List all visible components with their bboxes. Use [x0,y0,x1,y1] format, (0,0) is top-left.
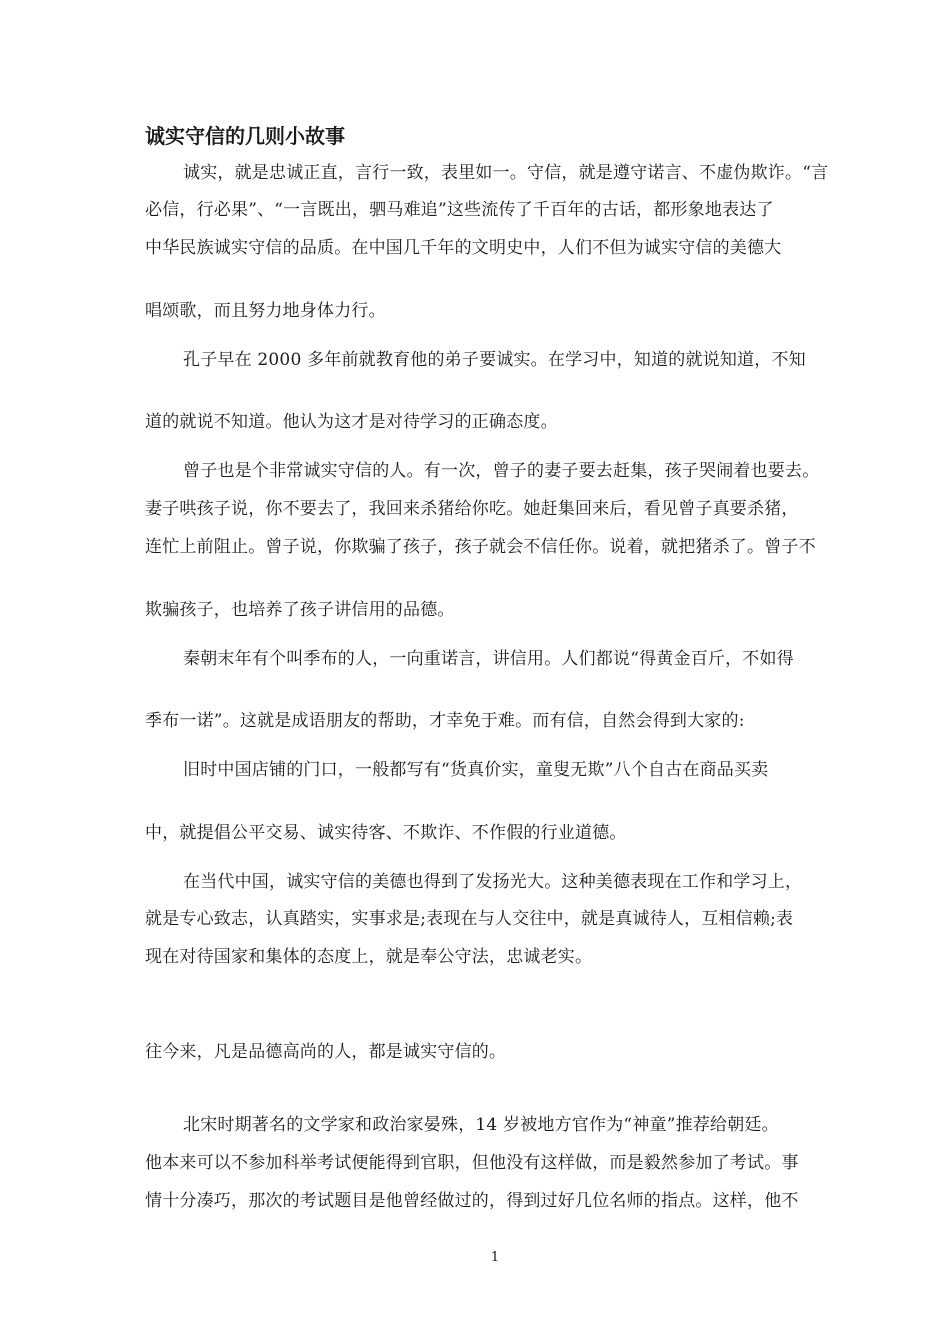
text-line: 季布一诺”。这就是成语朋友的帮助，才幸免于难。而有信，自然会得到大家的: [145,711,745,731]
text-line: 连忙上前阻止。曾子说，你欺骗了孩子，孩子就会不信任你。说着，就把猪杀了。曾子不 [145,537,816,557]
text-line: 欺骗孩子，也培养了孩子讲信用的品德。 [145,600,455,620]
text-line: 就是专心致志，认真踏实，实事求是;表现在与人交往中，就是真诚待人，互相信赖;表 [145,909,794,929]
text-line: 现在对待国家和集体的态度上，就是奉公守法，忠诚老实。 [145,947,593,967]
text-line: 中，就提倡公平交易、诚实待客、不欺诈、不作假的行业道德。 [145,823,627,843]
text-line: 诚实，就是忠诚正直，言行一致，表里如一。守信，就是遵守诺言、不虚伪欺诈。“言 [183,163,829,183]
text-line: 妻子哄孩子说，你不要去了，我回来杀猪给你吃。她赶集回来后，看见曾子真要杀猪， [145,499,799,519]
text-line: 在当代中国，诚实守信的美德也得到了发扬光大。这种美德表现在工作和学习上， [183,872,803,892]
text-line: 他本来可以不参加科举考试便能得到官职，但他没有这样做，而是毅然参加了考试。事 [145,1153,799,1173]
text-line: 曾子也是个非常诚实守信的人。有一次，曾子的妻子要去赶集，孩子哭闹着也要去。 [183,461,820,481]
text-line: 旧时中国店铺的门口，一般都写有“货真价实，童叟无欺”八个自古在商品买卖 [183,760,769,780]
page-number: 1 [490,1250,500,1265]
text-line: 必信，行必果”、“一言既出，驷马难追”这些流传了千百年的古话，都形象地表达了 [145,200,774,220]
text-line: 北宋时期著名的文学家和政治家晏殊，14 岁被地方官作为“神童”推荐给朝廷。 [183,1115,779,1135]
text-line: 道的就说不知道。他认为这才是对待学习的正确态度。 [145,412,558,432]
text-line: 唱颂歌，而且努力地身体力行。 [145,301,386,321]
text-line: 中华民族诚实守信的品质。在中国几千年的文明史中，人们不但为诚实守信的美德大 [145,238,782,258]
text-line: 情十分凑巧，那次的考试题目是他曾经做过的，得到过好几位名师的指点。这样，他不 [145,1191,799,1211]
text-line: 往今来，凡是品德高尚的人，都是诚实守信的。 [145,1042,507,1062]
text-line: 孔子早在 2000 多年前就教育他的弟子要诚实。在学习中，知道的就说知道，不知 [183,350,806,370]
text-line: 秦朝末年有个叫季布的人，一向重诺言，讲信用。人们都说“得黄金百斤，不如得 [183,649,794,669]
document-title: 诚实守信的几则小故事 [145,124,345,148]
